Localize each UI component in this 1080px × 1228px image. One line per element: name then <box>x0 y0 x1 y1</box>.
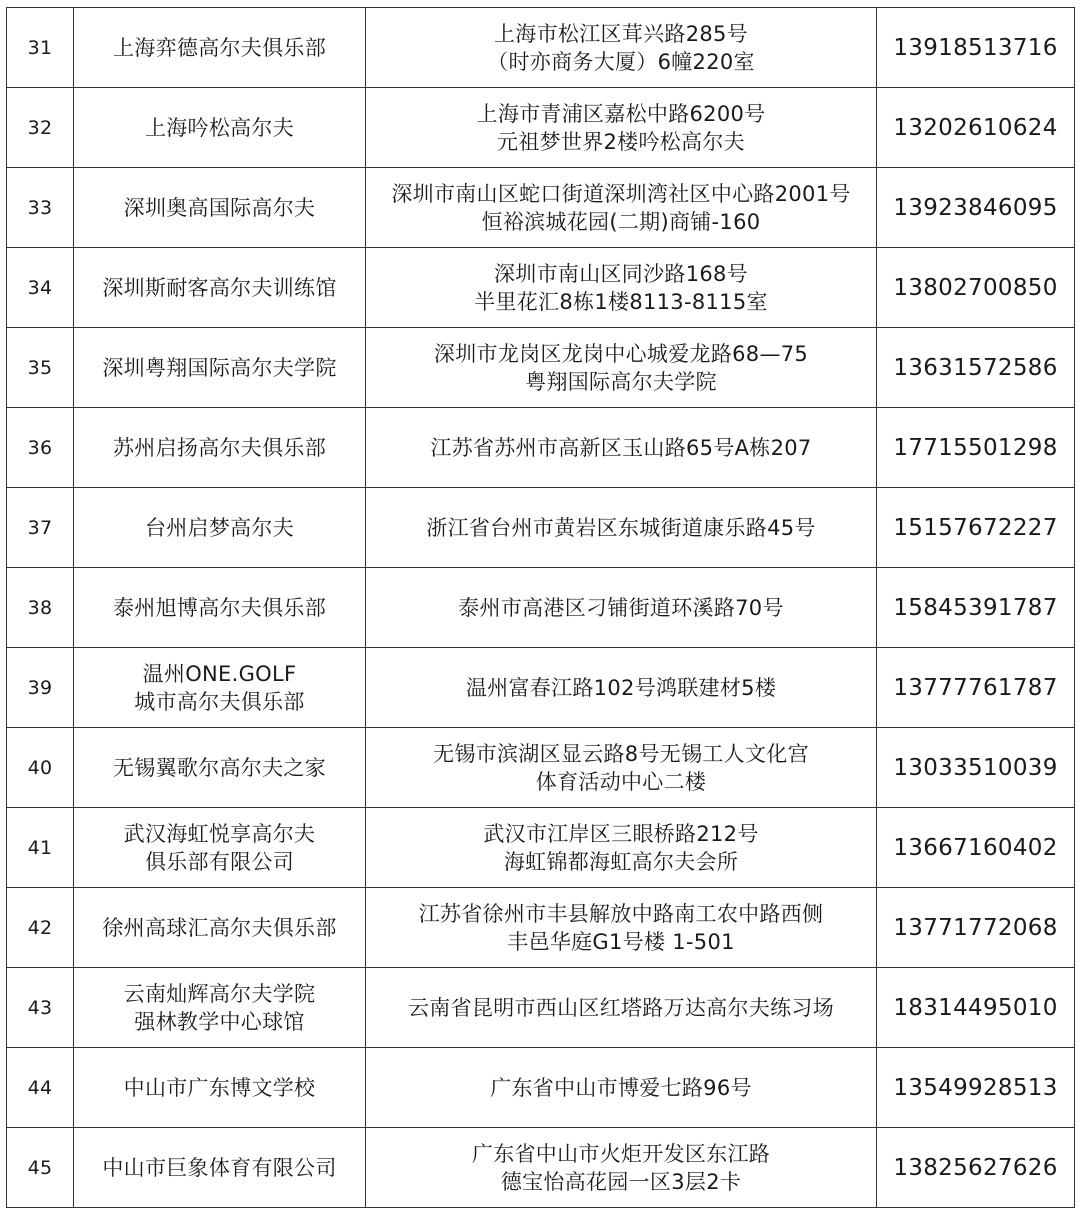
row-number: 43 <box>7 968 74 1048</box>
club-name-cell <box>74 168 366 248</box>
table-row <box>7 8 1075 88</box>
phone-cell: 13825627626 <box>877 1128 1075 1208</box>
club-name-line: 强林教学中心球馆 <box>134 1009 305 1034</box>
club-name-cell <box>74 8 366 88</box>
address-line: 泰州市高港区刁铺街道环溪路70号 <box>458 595 784 620</box>
address-line: 温州富春江路102号鸿联建材5楼 <box>465 675 777 700</box>
club-name-line: 无锡翼歌尔高尔夫之家 <box>113 755 326 780</box>
club-name-cell <box>74 488 366 568</box>
address-line: 浙江省台州市黄岩区东城街道康乐路45号 <box>426 515 816 540</box>
club-name-cell <box>74 568 366 648</box>
club-name-line: 泰州旭博高尔夫俱乐部 <box>113 595 326 620</box>
phone-cell: 15157672227 <box>877 488 1075 568</box>
address-cell <box>366 1048 877 1128</box>
table-row <box>7 728 1075 808</box>
address-line: 广东省中山市博爱七路96号 <box>490 1075 752 1100</box>
address-cell <box>366 88 877 168</box>
table-body <box>7 8 1075 1208</box>
club-name-cell <box>74 88 366 168</box>
club-name-line: 城市高尔夫俱乐部 <box>134 689 305 714</box>
table-row <box>7 248 1075 328</box>
club-name-cell <box>74 728 366 808</box>
club-name-line: 中山市广东博文学校 <box>123 1075 316 1100</box>
table-row <box>7 888 1075 968</box>
row-number: 31 <box>7 8 74 88</box>
phone-cell: 13771772068 <box>877 888 1075 968</box>
table-row <box>7 648 1075 728</box>
row-number: 45 <box>7 1128 74 1208</box>
phone-cell: 15845391787 <box>877 568 1075 648</box>
club-name-line: 云南灿辉高尔夫学院 <box>123 981 316 1006</box>
phone-cell: 13667160402 <box>877 808 1075 888</box>
table-row <box>7 88 1075 168</box>
address-line: 广东省中山市火炬开发区东江路 <box>471 1141 771 1166</box>
phone-cell: 13631572586 <box>877 328 1075 408</box>
club-name-line: 俱乐部有限公司 <box>144 849 295 874</box>
address-cell <box>366 808 877 888</box>
address-line: 云南省昆明市西山区红塔路万达高尔夫练习场 <box>408 995 834 1020</box>
address-cell <box>366 728 877 808</box>
club-name-cell <box>74 808 366 888</box>
club-name-cell <box>74 328 366 408</box>
phone-cell: 13802700850 <box>877 248 1075 328</box>
address-line: 深圳市龙岗区龙岗中心城爱龙路68—75 <box>433 341 809 366</box>
club-name-cell <box>74 1128 366 1208</box>
address-line: 丰邑华庭G1号楼 1-501 <box>507 929 735 954</box>
address-line: 深圳市南山区蛇口街道深圳湾社区中心路2001号 <box>391 181 851 206</box>
address-cell <box>366 168 877 248</box>
phone-cell: 13777761787 <box>877 648 1075 728</box>
address-cell <box>366 1128 877 1208</box>
club-name-line: 台州启梦高尔夫 <box>144 515 295 540</box>
table-row <box>7 328 1075 408</box>
address-line: （时亦商务大厦）6幢220室 <box>487 49 755 74</box>
club-name-line: 武汉海虹悦享高尔夫 <box>123 821 316 846</box>
club-name-line: 深圳奥高国际高尔夫 <box>123 195 316 220</box>
address-line: 半里花汇8栋1楼8113-8115室 <box>474 289 768 314</box>
address-cell <box>366 648 877 728</box>
address-line: 海虹锦都海虹高尔夫会所 <box>503 849 739 874</box>
address-line: 元祖梦世界2楼吟松高尔夫 <box>497 129 745 154</box>
phone-cell: 13202610624 <box>877 88 1075 168</box>
club-name-line: 中山市巨象体育有限公司 <box>102 1155 337 1180</box>
address-cell <box>366 968 877 1048</box>
address-line: 上海市青浦区嘉松中路6200号 <box>476 101 766 126</box>
address-line: 德宝怡高花园一区3层2卡 <box>500 1169 742 1194</box>
row-number: 42 <box>7 888 74 968</box>
address-line: 上海市松江区茸兴路285号 <box>494 21 748 46</box>
club-name-cell <box>74 1048 366 1128</box>
address-line: 粤翔国际高尔夫学院 <box>525 369 717 394</box>
club-name-cell <box>74 248 366 328</box>
table-row <box>7 488 1075 568</box>
address-cell <box>366 568 877 648</box>
row-number: 38 <box>7 568 74 648</box>
club-name-line: 苏州启扬高尔夫俱乐部 <box>113 435 326 460</box>
address-line: 恒裕滨城花园(二期)商铺-160 <box>481 209 761 234</box>
address-line: 江苏省苏州市高新区玉山路65号A栋207 <box>430 435 812 460</box>
club-name-line: 上海吟松高尔夫 <box>144 115 295 140</box>
row-number: 36 <box>7 408 74 488</box>
address-line: 江苏省徐州市丰县解放中路南工农中路西侧 <box>418 901 824 926</box>
club-name-cell <box>74 648 366 728</box>
row-number: 32 <box>7 88 74 168</box>
club-name-line: 温州ONE.GOLF <box>142 661 297 686</box>
phone-cell: 18314495010 <box>877 968 1075 1048</box>
club-name-line: 深圳斯耐客高尔夫训练馆 <box>102 275 337 300</box>
phone-cell: 13549928513 <box>877 1048 1075 1128</box>
address-cell <box>366 8 877 88</box>
row-number: 33 <box>7 168 74 248</box>
row-number: 41 <box>7 808 74 888</box>
golf-club-table <box>6 7 1075 1208</box>
table-row <box>7 1048 1075 1128</box>
row-number: 37 <box>7 488 74 568</box>
row-number: 39 <box>7 648 74 728</box>
table-row <box>7 408 1075 488</box>
row-number: 40 <box>7 728 74 808</box>
club-name-line: 徐州高球汇高尔夫俱乐部 <box>102 915 337 940</box>
address-line: 无锡市滨湖区显云路8号无锡工人文化宫 <box>433 741 809 766</box>
phone-cell: 13033510039 <box>877 728 1075 808</box>
club-name-line: 深圳粤翔国际高尔夫学院 <box>102 355 337 380</box>
row-number: 35 <box>7 328 74 408</box>
row-number: 44 <box>7 1048 74 1128</box>
row-number: 34 <box>7 248 74 328</box>
address-line: 武汉市江岸区三眼桥路212号 <box>483 821 759 846</box>
phone-cell: 17715501298 <box>877 408 1075 488</box>
address-line: 深圳市南山区同沙路168号 <box>494 261 748 286</box>
address-cell <box>366 488 877 568</box>
address-cell <box>366 408 877 488</box>
club-name-cell <box>74 408 366 488</box>
address-line: 体育活动中心二楼 <box>535 769 707 794</box>
table-row <box>7 168 1075 248</box>
table-row <box>7 1128 1075 1208</box>
phone-cell: 13923846095 <box>877 168 1075 248</box>
club-name-line: 上海弈德高尔夫俱乐部 <box>113 35 326 60</box>
table-row <box>7 968 1075 1048</box>
club-name-cell <box>74 888 366 968</box>
table-row <box>7 568 1075 648</box>
address-cell <box>366 888 877 968</box>
phone-cell: 13918513716 <box>877 8 1075 88</box>
address-cell <box>366 248 877 328</box>
address-cell <box>366 328 877 408</box>
table-row <box>7 808 1075 888</box>
club-name-cell <box>74 968 366 1048</box>
